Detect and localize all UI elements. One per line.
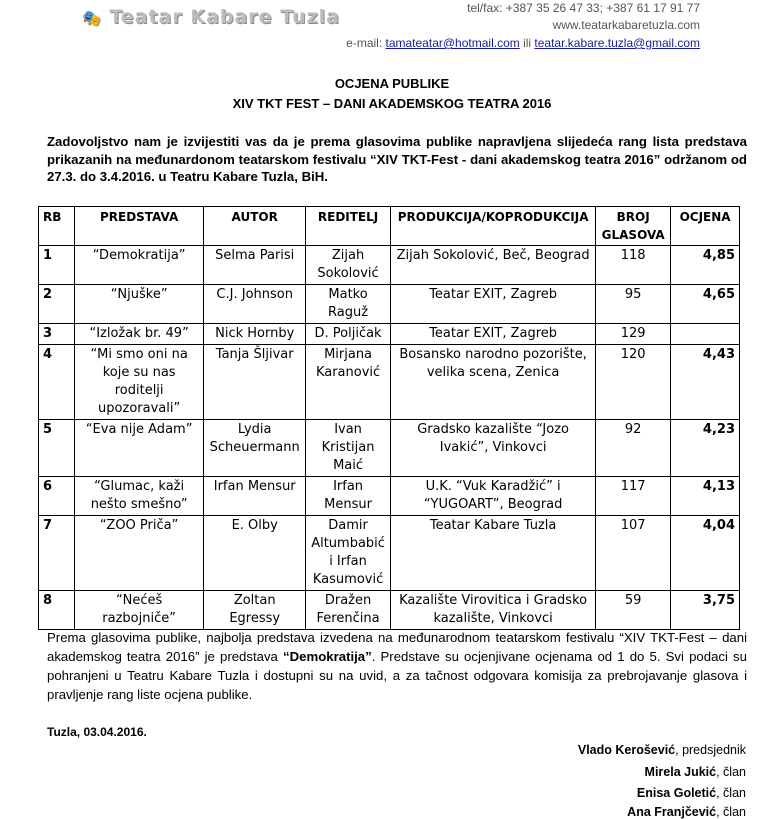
cell-produkcija: U.K. “Vuk Karadžić” i “YUGOART”, Beograd — [391, 477, 596, 516]
signature-role: , član — [716, 786, 746, 800]
cell-broj: 120 — [596, 345, 671, 420]
cell-broj: 59 — [596, 591, 671, 630]
signature-role: , predsjednik — [675, 743, 746, 757]
cell-ocjena — [671, 324, 740, 345]
header-rb: RB — [39, 207, 75, 246]
cell-autor: Zoltan Egressy — [204, 591, 306, 630]
cell-ocjena: 3,75 — [671, 591, 740, 630]
cell-ocjena: 4,65 — [671, 285, 740, 324]
cell-produkcija: Zijah Sokolović, Beč, Beograd — [391, 246, 596, 285]
signature-role: , član — [716, 805, 746, 819]
contact-website: www.teatarkabaretuzla.com — [552, 18, 700, 32]
header-produkcija: PRODUKCIJA/KOPRODUKCIJA — [391, 207, 596, 246]
document-subtitle: XIV TKT FEST – DANI AKADEMSKOG TEATRA 2016 — [232, 96, 552, 111]
table-row — [39, 477, 740, 516]
cell-reditelj: Damir Altumbabić i Irfan Kasumović — [306, 516, 391, 591]
header-reditelj: REDITELJ — [306, 207, 391, 246]
cell-predstava: “Izložak br. 49” — [74, 324, 203, 345]
cell-rb: 1 — [39, 246, 75, 285]
cell-autor: E. Olby — [204, 516, 306, 591]
cell-reditelj: D. Poljičak — [306, 324, 391, 345]
cell-broj: 92 — [596, 420, 671, 477]
table-row — [39, 285, 740, 324]
cell-reditelj: Dražen Ferenčina — [306, 591, 391, 630]
header-autor: AUTOR — [204, 207, 306, 246]
cell-rb: 7 — [39, 516, 75, 591]
cell-autor: C.J. Johnson — [204, 285, 306, 324]
signature-name: Enisa Goletić — [636, 786, 717, 800]
cell-ocjena: 4,04 — [671, 516, 740, 591]
closing-paragraph — [47, 628, 747, 704]
cell-broj: 129 — [596, 324, 671, 345]
signature-line — [578, 743, 746, 757]
intro-paragraph: Zadovoljstvo nam je izvijestiti vas da je prema glasovima publike napravljena slijedeća rang lista predstava prikazanih na međunardonom teatarskom festivalu “XIV TKT-Fest - dani akademskog teatra 2016” održanom od 27.3. do 3.4.2016. u Teatru Kabare Tuzla, BiH. — [47, 134, 747, 184]
table-row — [39, 420, 740, 477]
table-row — [39, 516, 740, 591]
cell-ocjena: 4,85 — [671, 246, 740, 285]
cell-predstava: “Nećeš razbojniče” — [74, 591, 203, 630]
cell-autor: Selma Parisi — [204, 246, 306, 285]
cell-predstava: “Eva nije Adam” — [74, 420, 203, 477]
table-header-row — [39, 207, 740, 246]
cell-predstava: “Glumac, kaži nešto smešno” — [74, 477, 203, 516]
document-title: OCJENA PUBLIKE — [334, 76, 450, 91]
header-predstava: PREDSTAVA — [74, 207, 203, 246]
cell-autor: Tanja Šljivar — [204, 345, 306, 420]
place-date: Tuzla, 03.04.2016. — [47, 725, 147, 739]
email-link-1[interactable]: tamateatar@hotmail.com — [385, 36, 520, 50]
cell-reditelj: Ivan Kristijan Maić — [306, 420, 391, 477]
email-link-2[interactable]: teatar.kabare.tuzla@gmail.com — [534, 36, 700, 50]
contact-phone: tel/fax: +387 35 26 47 33; +387 61 17 91 77 — [467, 1, 700, 15]
cell-produkcija: Teatar Kabare Tuzla — [391, 516, 596, 591]
table-row — [39, 345, 740, 420]
closing-text-2: . Predstave su ocjenjivane ocjenama od 1 do 5. Svi podaci su pohranjeni u Teatru Kabare Tuzla i dostupni su na uvid, a za tačnost odgovara komisija za prebrojavanje glasova i pravljenje rang liste ocjena publike. — [47, 649, 747, 702]
cell-produkcija: Bosansko narodno pozorište, velika scena, Zenica — [391, 345, 596, 420]
cell-autor: Irfan Mensur — [204, 477, 306, 516]
cell-rb: 3 — [39, 324, 75, 345]
signature-name: Ana Franjčević — [627, 805, 717, 819]
email-separator: ili — [519, 36, 535, 50]
theatre-mask-icon: 🎭 — [82, 9, 102, 27]
cell-broj: 117 — [596, 477, 671, 516]
signature-role: , član — [716, 765, 746, 779]
cell-ocjena: 4,13 — [671, 477, 740, 516]
closing-text-1: Prema glasovima publike, najbolja predstava izvedena na međunarodnom teatarskom festivalu “XIV TKT-Fest – dani akademskog teatra 2016” je predstava — [47, 630, 747, 664]
cell-rb: 2 — [39, 285, 75, 324]
cell-autor: Lydia Scheuermann — [204, 420, 306, 477]
cell-broj: 118 — [596, 246, 671, 285]
cell-produkcija: Kazalište Virovitica i Gradsko kazalište, Vinkovci — [391, 591, 596, 630]
cell-broj: 95 — [596, 285, 671, 324]
cell-ocjena: 4,23 — [671, 420, 740, 477]
cell-reditelj: Matko Raguž — [306, 285, 391, 324]
cell-ocjena: 4,43 — [671, 345, 740, 420]
table-row — [39, 591, 740, 630]
ranking-table — [38, 206, 740, 630]
cell-rb: 8 — [39, 591, 75, 630]
cell-predstava: “Demokratija” — [74, 246, 203, 285]
logo-text: Teatar Kabare Tuzla — [109, 6, 340, 28]
theatre-logo — [82, 6, 340, 28]
cell-reditelj: Irfan Mensur — [306, 477, 391, 516]
cell-reditelj: Mirjana Karanović — [306, 345, 391, 420]
cell-rb: 4 — [39, 345, 75, 420]
cell-produkcija: Teatar EXIT, Zagreb — [391, 285, 596, 324]
cell-broj: 107 — [596, 516, 671, 591]
signature-name: Mirela Jukić — [644, 765, 717, 779]
email-prefix: e-mail: — [346, 36, 386, 50]
cell-predstava: “ZOO Priča” — [74, 516, 203, 591]
closing-winner: “Demokratija” — [283, 649, 372, 664]
signature-name: Vlado Kerošević — [577, 743, 676, 757]
contact-email — [346, 36, 700, 51]
cell-reditelj: Zijah Sokolović — [306, 246, 391, 285]
cell-produkcija: Teatar EXIT, Zagreb — [391, 324, 596, 345]
cell-rb: 5 — [39, 420, 75, 477]
table-row — [39, 246, 740, 285]
header-ocjena: OCJENA — [671, 207, 740, 246]
signature-line — [637, 786, 746, 800]
signature-line — [645, 765, 746, 779]
table-row — [39, 324, 740, 345]
cell-autor: Nick Hornby — [204, 324, 306, 345]
cell-produkcija: Gradsko kazalište “Jozo Ivakić”, Vinkovci — [391, 420, 596, 477]
cell-rb: 6 — [39, 477, 75, 516]
header-broj-glasova: BROJ GLASOVA — [596, 207, 671, 246]
cell-predstava: “Njuške” — [74, 285, 203, 324]
cell-predstava: “Mi smo oni na koje su nas roditelji upozoravali” — [74, 345, 203, 420]
